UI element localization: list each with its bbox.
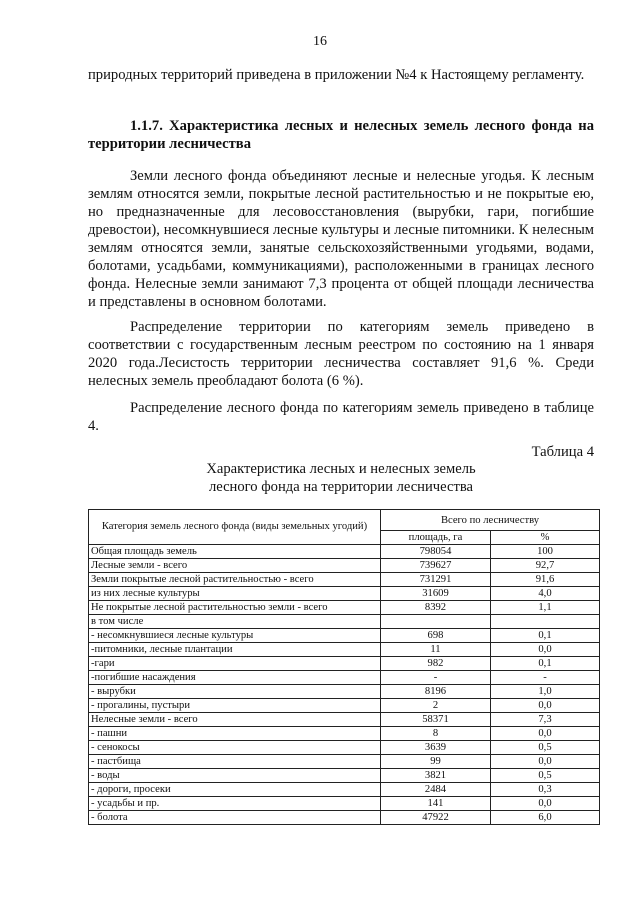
- table-row: [89, 573, 600, 587]
- row-percent-value: 0,0: [491, 727, 600, 741]
- table-title: [88, 460, 594, 496]
- section-heading: 1.1.7. Характеристика лесных и нелесных земель лесного фонда на территории лесничества: [88, 118, 594, 152]
- row-percent-value: 0,1: [491, 629, 600, 643]
- row-area-value: 731291: [381, 573, 491, 587]
- paragraph-intro: природных территорий приведена в приложении №4 к Настоящему регламенту.: [88, 67, 585, 83]
- row-category-label: Нелесные земли - всего: [89, 713, 381, 727]
- row-percent-value: 0,0: [491, 755, 600, 769]
- table-row: [89, 643, 600, 657]
- row-category-label: Не покрытые лесной растительностью земли - всего: [89, 601, 381, 615]
- table-row: [89, 783, 600, 797]
- table-title-line-2: лесного фонда на территории лесничества: [208, 479, 474, 495]
- row-area-value: 698: [381, 629, 491, 643]
- row-percent-value: 1,0: [491, 685, 600, 699]
- table-row: [89, 699, 600, 713]
- paragraph-distribution: Распределение территории по категориям земель приведено в соответствии с государственным лесным реестром по состоянию на 1 января 2020 года.Лесистость территории лесничества составляет 91,6 %. Среди нелесных земель преобладают болота (6 %).: [88, 319, 594, 389]
- row-percent-value: 6,0: [491, 811, 600, 825]
- row-category-label: из них лесные культуры: [89, 587, 381, 601]
- row-area-value: 31609: [381, 587, 491, 601]
- row-category-label: - усадьбы и пр.: [89, 797, 381, 811]
- row-category-label: -погибшие насаждения: [89, 671, 381, 685]
- table-body: [89, 545, 600, 825]
- row-category-label: - несомкнувшиеся лесные культуры: [89, 629, 381, 643]
- row-percent-value: 0,5: [491, 769, 600, 783]
- table-row: [89, 713, 600, 727]
- row-category-label: -питомники, лесные плантации: [89, 643, 381, 657]
- row-category-label: Земли покрытые лесной растительностью - всего: [89, 573, 381, 587]
- table-row: [89, 811, 600, 825]
- table-row: [89, 545, 600, 559]
- table-row: [89, 615, 600, 629]
- row-category-label: - дороги, просеки: [89, 783, 381, 797]
- table-title-line-1: Характеристика лесных и нелесных земель: [206, 461, 476, 477]
- row-category-label: - пашни: [89, 727, 381, 741]
- row-area-value: 8: [381, 727, 491, 741]
- table-row: [89, 629, 600, 643]
- row-category-label: - пастбища: [89, 755, 381, 769]
- header-category: Категория земель лесного фонда (виды земельных угодий): [89, 510, 381, 545]
- row-percent-value: 0,1: [491, 657, 600, 671]
- row-category-label: в том числе: [89, 615, 381, 629]
- row-percent-value: 100: [491, 545, 600, 559]
- row-category-label: -гари: [89, 657, 381, 671]
- row-percent-value: 4,0: [491, 587, 600, 601]
- row-area-value: [381, 615, 491, 629]
- row-area-value: 3639: [381, 741, 491, 755]
- paragraph-lands-description: Земли лесного фонда объединяют лесные и нелесные угодья. К лесным землям относятся земли, покрытые лесной растительностью и не покрытые ею, но предназначенные для лесовосстановления (вырубки, гари, погибшие древостои), несомкнувшиеся лесные культуры и лесные питомники. К нелесным землям относятся земли, занятые сельскохозяйственными угодьями, водами, болотами, усадьбами, коммуникациями), расположенными в границах лесного фонда. Нелесные земли занимают 7,3 процента от общей площади лесничества и представлены в основном болотами.: [88, 168, 594, 310]
- row-percent-value: 92,7: [491, 559, 600, 573]
- row-percent-value: 91,6: [491, 573, 600, 587]
- row-area-value: 982: [381, 657, 491, 671]
- row-area-value: 11: [381, 643, 491, 657]
- row-category-label: - вырубки: [89, 685, 381, 699]
- table-label: Таблица 4: [531, 444, 594, 460]
- row-percent-value: 0,5: [491, 741, 600, 755]
- row-percent-value: -: [491, 671, 600, 685]
- row-area-value: 3821: [381, 769, 491, 783]
- table-row: [89, 755, 600, 769]
- page-number: 16: [313, 34, 327, 49]
- row-category-label: - болота: [89, 811, 381, 825]
- table-row: [89, 797, 600, 811]
- row-category-label: - сенокосы: [89, 741, 381, 755]
- paragraph-table-reference: Распределение лесного фонда по категориям земель приведено в таблице 4.: [88, 400, 594, 434]
- table-row: [89, 685, 600, 699]
- table-row: [89, 727, 600, 741]
- table-header-row: [89, 510, 600, 531]
- table-row: [89, 769, 600, 783]
- table-row: [89, 587, 600, 601]
- row-category-label: Лесные земли - всего: [89, 559, 381, 573]
- land-categories-table: [88, 509, 600, 825]
- header-total: Всего по лесничеству: [381, 510, 600, 531]
- table-row: [89, 601, 600, 615]
- table-row: [89, 559, 600, 573]
- header-percent: %: [491, 531, 600, 545]
- table-row: [89, 671, 600, 685]
- row-area-value: 99: [381, 755, 491, 769]
- row-percent-value: 7,3: [491, 713, 600, 727]
- row-percent-value: 0,3: [491, 783, 600, 797]
- row-area-value: 2: [381, 699, 491, 713]
- row-category-label: Общая площадь земель: [89, 545, 381, 559]
- row-percent-value: [491, 615, 600, 629]
- table-row: [89, 657, 600, 671]
- row-area-value: 58371: [381, 713, 491, 727]
- row-percent-value: 0,0: [491, 643, 600, 657]
- row-area-value: 2484: [381, 783, 491, 797]
- row-area-value: 141: [381, 797, 491, 811]
- header-area: площадь, га: [381, 531, 491, 545]
- row-category-label: - воды: [89, 769, 381, 783]
- row-area-value: 739627: [381, 559, 491, 573]
- row-area-value: 8392: [381, 601, 491, 615]
- row-percent-value: 1,1: [491, 601, 600, 615]
- table-row: [89, 741, 600, 755]
- row-area-value: -: [381, 671, 491, 685]
- row-category-label: - прогалины, пустыри: [89, 699, 381, 713]
- row-area-value: 8196: [381, 685, 491, 699]
- row-percent-value: 0,0: [491, 699, 600, 713]
- row-area-value: 798054: [381, 545, 491, 559]
- row-area-value: 47922: [381, 811, 491, 825]
- row-percent-value: 0,0: [491, 797, 600, 811]
